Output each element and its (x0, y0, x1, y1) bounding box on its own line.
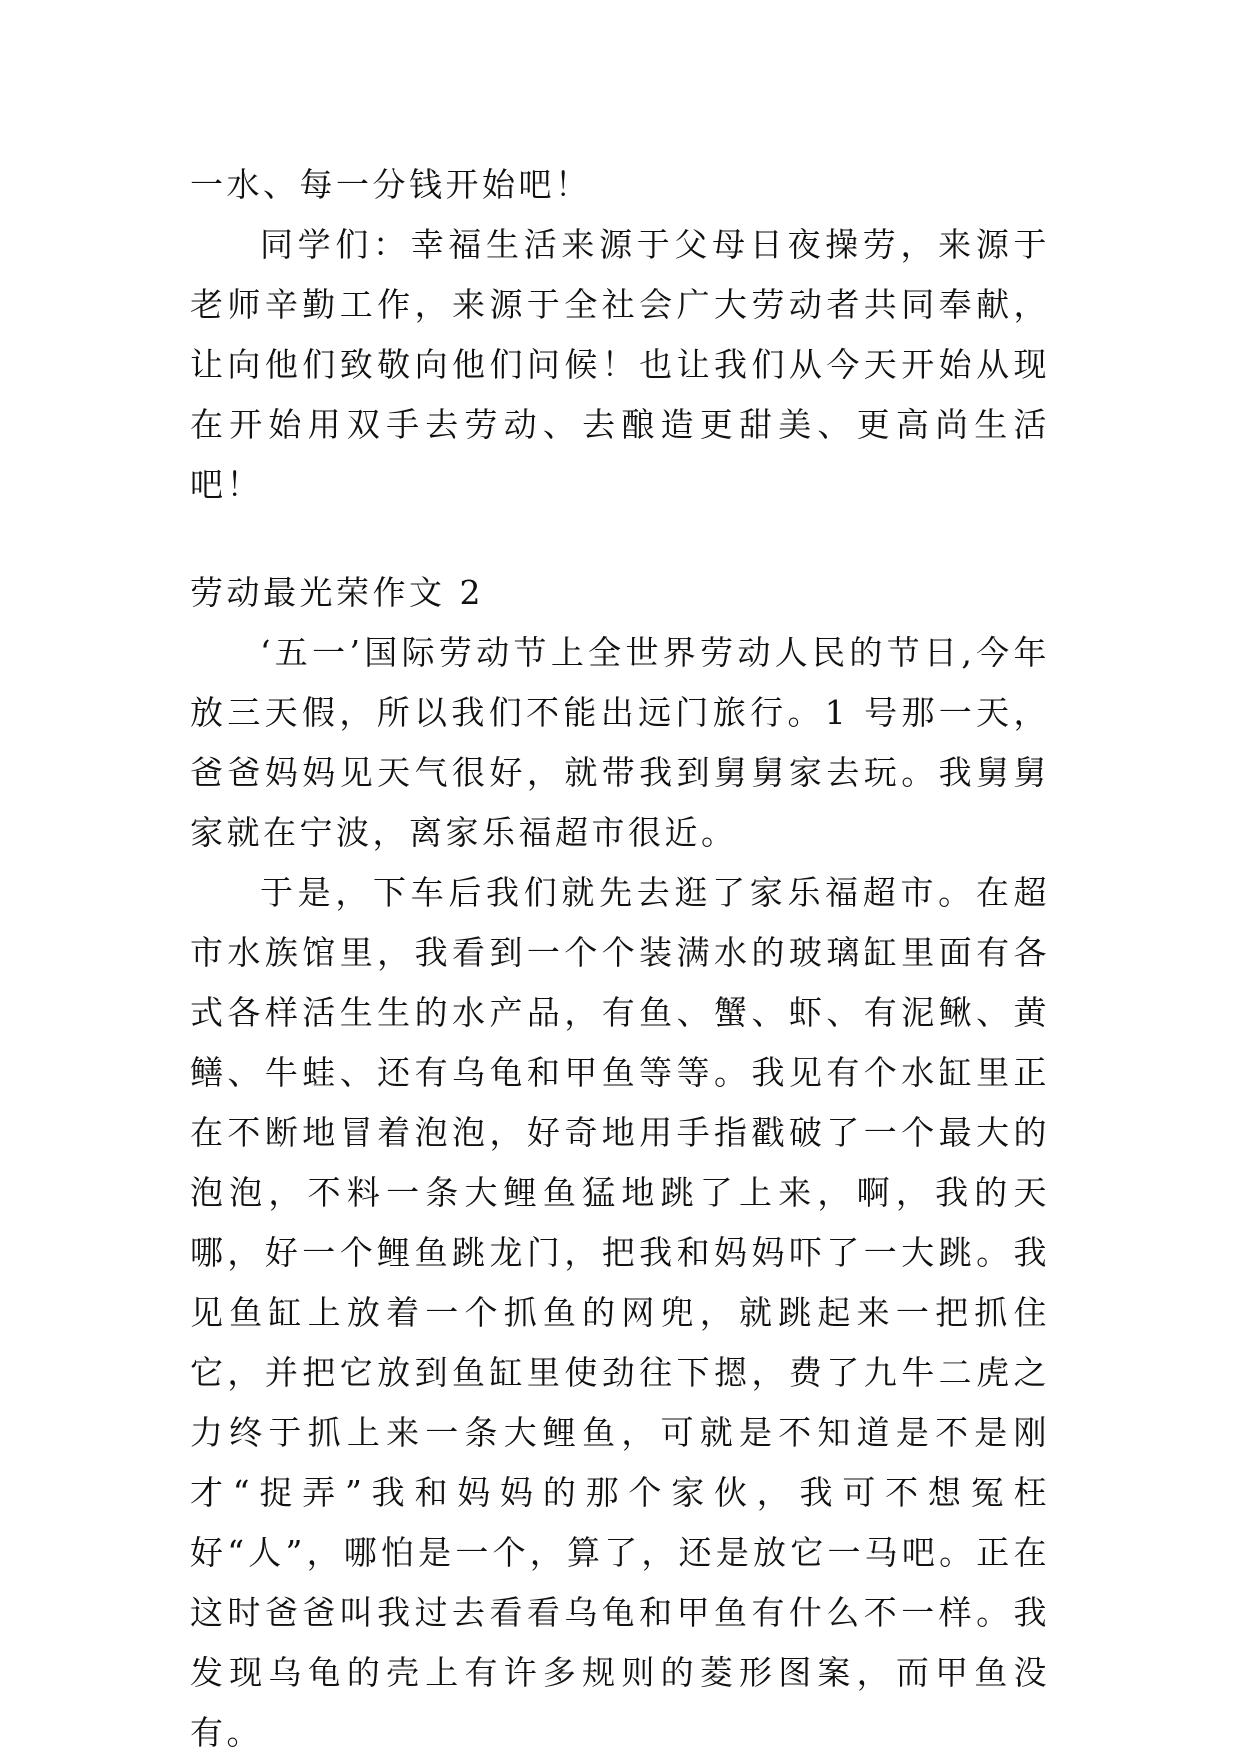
paragraph-may-day: ‘五一’国际劳动节上全世界劳动人民的节日,今年放三天假，所以我们不能出远门旅行。1 号那一天，爸爸妈妈见天气很好，就带我到舅舅家去玩。我舅舅家就在宁波，离家乐福超市很近。 (190, 633, 1050, 852)
document-body (190, 155, 1050, 1763)
essay-heading: 劳动最光荣作文 2 (190, 573, 484, 612)
paragraph-classmates: 同学们：幸福生活来源于父母日夜操劳，来源于老师辛勤工作，来源于全社会广大劳动者共同奉献，让向他们致敬向他们问候！也让我们从今天开始从现在开始用双手去劳动、去酿造更甜美、更高尚生活吧！ (190, 225, 1050, 504)
paragraph-supermarket: 于是，下车后我们就先去逛了家乐福超市。在超市水族馆里，我看到一个个装满水的玻璃缸里面有各式各样活生生的水产品，有鱼、蟹、虾、有泥鳅、黄鳝、牛蛙、还有乌龟和甲鱼等等。我见有个水缸里正在不断地冒着泡泡，好奇地用手指戳破了一个最大的泡泡，不料一条大鲤鱼猛地跳了上来，啊，我的天哪，好一个鲤鱼跳龙门，把我和妈妈吓了一大跳。我见鱼缸上放着一个抓鱼的网兜，就跳起来一把抓住它，并把它放到鱼缸里使劲往下摁，费了九牛二虎之力终于抓上来一条大鲤鱼，可就是不知道是不是刚才“捉弄”我和妈妈的那个家伙，我可不想冤枉好“人”，哪怕是一个，算了，还是放它一马吧。正在这时爸爸叫我过去看看乌龟和甲鱼有什么不一样。我发现乌龟的壳上有许多规则的菱形图案，而甲鱼没有。 (190, 873, 1050, 1752)
paragraph-continuation: 一水、每一分钱开始吧！ (190, 165, 592, 204)
